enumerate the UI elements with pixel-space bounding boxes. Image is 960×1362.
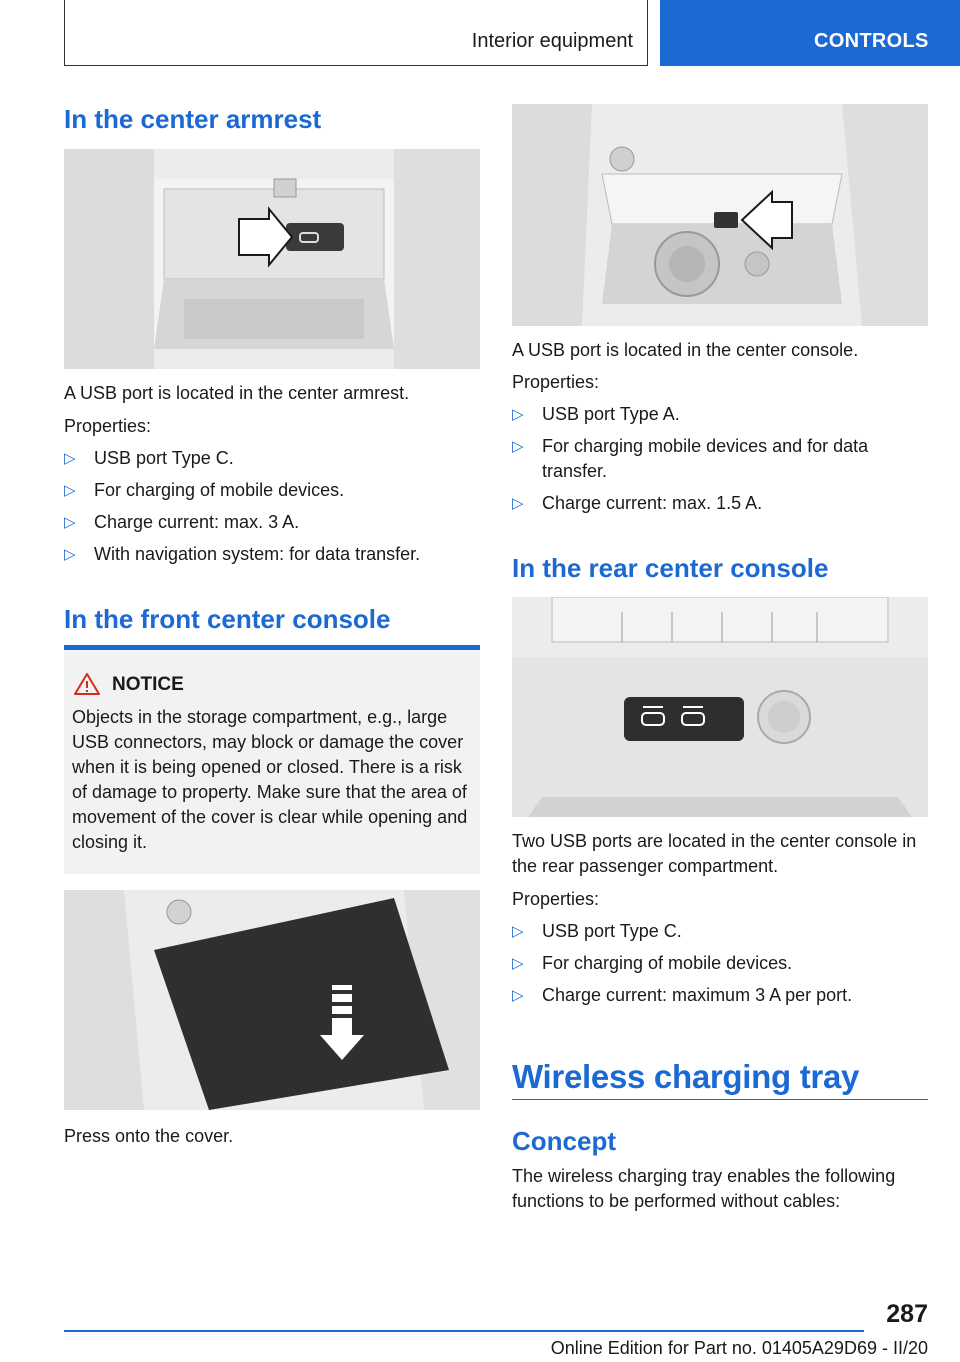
list-item: ▷ For charging mobile devices and for data transfer. xyxy=(512,436,869,481)
front-console-caption: A USB port is located in the center console. xyxy=(512,340,859,360)
front-console-cover-image xyxy=(64,890,480,1110)
rear-console-properties-label: Properties: xyxy=(512,889,600,909)
bullet-icon: ▷ xyxy=(64,546,76,563)
footer-edition: Online Edition for Part no. 01405A29D69 - II/20 xyxy=(550,1338,928,1358)
heading-rule xyxy=(512,1099,928,1100)
heading-concept: Concept xyxy=(512,1126,616,1156)
bullet-icon: ▷ xyxy=(64,450,76,467)
list-item: ▷ For charging of mobile devices. xyxy=(64,478,480,503)
list-item: ▷ USB port Type C. xyxy=(64,446,480,471)
page-number: 287 xyxy=(886,1300,928,1328)
bullet-icon: ▷ xyxy=(512,495,524,512)
armrest-usb-image xyxy=(64,149,480,369)
page-header xyxy=(64,0,960,66)
list-item: ▷ Charge current: max. 3 A. xyxy=(64,510,480,535)
bullet-icon: ▷ xyxy=(64,514,76,531)
header-chapter-tab xyxy=(660,0,960,66)
press-cover-caption: Press onto the cover. xyxy=(64,1126,234,1146)
rear-console-properties-list xyxy=(512,919,928,1015)
armrest-properties-label: Properties: xyxy=(64,416,152,436)
list-item: ▷ USB port Type C. xyxy=(512,919,928,944)
rear-console-usb-image xyxy=(512,597,928,817)
list-item: ▷ Charge current: max. 1.5 A. xyxy=(512,491,928,516)
concept-text: The wireless charging tray enables the following functions to be performed without cables: xyxy=(512,1166,896,1211)
bullet-icon: ▷ xyxy=(512,406,524,423)
front-console-usb-image xyxy=(512,104,928,326)
notice-title: NOTICE xyxy=(112,674,184,695)
bullet-icon: ▷ xyxy=(64,482,76,499)
armrest-caption: A USB port is located in the center armrest. xyxy=(64,383,410,403)
armrest-properties-list xyxy=(64,446,480,574)
front-console-properties-list xyxy=(512,402,928,523)
rear-console-caption: Two USB ports are located in the center console in the rear passenger compartment. xyxy=(512,831,917,876)
header-section-box xyxy=(64,0,648,66)
notice-text: Objects in the storage compartment, e.g., large USB connectors, may block or damage the cover when it is being opened or closed. There is a risk of damage to property. Make sure that the area of movement of the cover is clear while opening and closing it. xyxy=(72,707,468,852)
front-console-properties-label: Properties: xyxy=(512,372,600,392)
heading-center-armrest: In the center armrest xyxy=(64,104,322,134)
notice-box xyxy=(64,650,480,874)
list-item: ▷ Charge current: maximum 3 A per port. xyxy=(512,983,928,1008)
bullet-icon: ▷ xyxy=(512,923,524,940)
bullet-icon: ▷ xyxy=(512,987,524,1004)
heading-rear-center-console: In the rear center console xyxy=(512,553,829,583)
list-item: ▷ For charging of mobile devices. xyxy=(512,951,928,976)
heading-wireless-charging-tray: Wireless charging tray xyxy=(512,1058,860,1095)
list-item: ▷ USB port Type A. xyxy=(512,402,928,427)
bullet-icon: ▷ xyxy=(512,438,524,455)
warning-triangle-icon xyxy=(74,672,100,696)
footer-rule xyxy=(64,1330,864,1332)
list-item: ▷ With navigation system: for data transfer. xyxy=(64,542,480,567)
header-chapter-label: CONTROLS xyxy=(814,30,929,52)
bullet-icon: ▷ xyxy=(512,955,524,972)
heading-front-center-console: In the front center console xyxy=(64,604,391,634)
header-section-title: Interior equipment xyxy=(471,30,633,52)
